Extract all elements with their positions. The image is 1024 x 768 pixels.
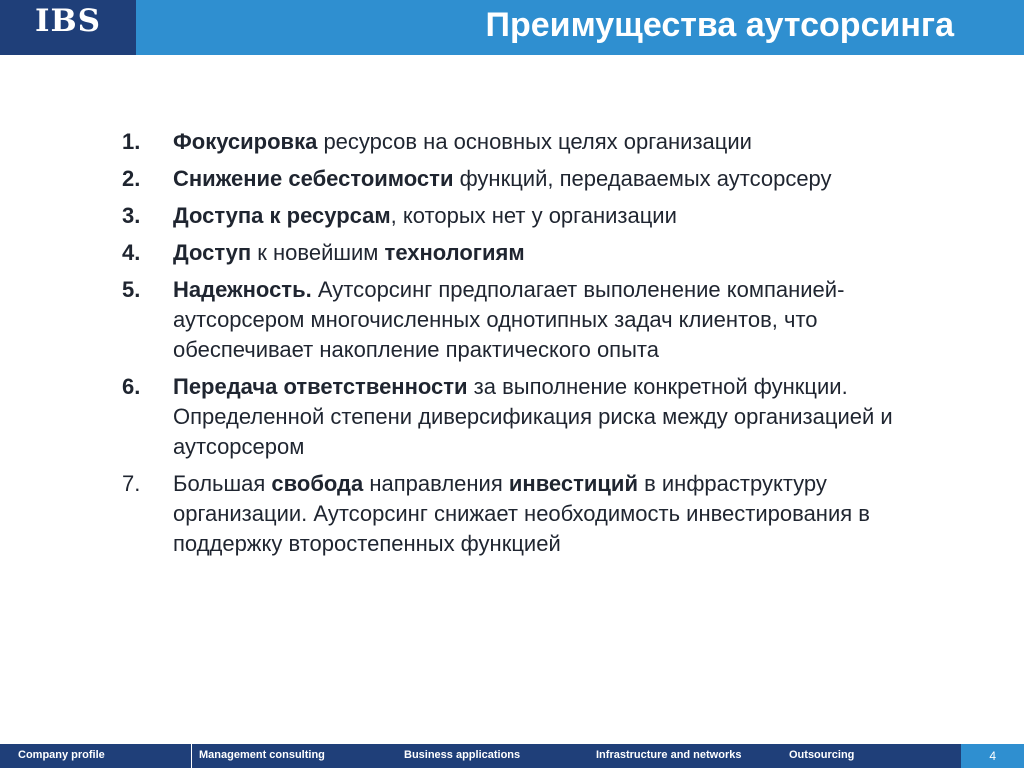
item-text: Доступа к ресурсам, которых нет у организации bbox=[173, 203, 677, 228]
footer-link-infrastructure-networks[interactable]: Infrastructure and networks bbox=[596, 749, 742, 761]
footer-link-management-consulting[interactable]: Management consulting bbox=[199, 749, 325, 761]
item-text: Надежность. Аутсорсинг предполагает выполенение компанией-аутсорсером многочисленных однотипных задач клиентов, что обеспечивает накопление практического опыта bbox=[173, 277, 845, 362]
list-item bbox=[122, 372, 942, 462]
item-text: Доступ к новейшим технологиям bbox=[173, 240, 525, 265]
footer-link-outsourcing[interactable]: Outsourcing bbox=[789, 749, 855, 761]
item-number: 2. bbox=[122, 166, 141, 191]
list-item bbox=[122, 275, 942, 365]
footer-link-company-profile[interactable]: Company profile bbox=[18, 749, 105, 761]
slide-title: Преимущества аутсорсинга bbox=[485, 6, 954, 44]
list-item bbox=[122, 238, 942, 268]
footer-divider bbox=[191, 744, 192, 768]
item-text: Передача ответственности за выполнение конкретной функции. Определенной степени диверсификация риска между организацией и аутсорсером bbox=[173, 374, 893, 459]
item-text: Большая свобода направления инвестиций в инфраструктуру организации. Аутсорсинг снижает необходимость инвестирования в поддержку второстепенных функцией bbox=[173, 471, 870, 556]
logo bbox=[0, 0, 136, 55]
item-number: 3. bbox=[122, 203, 141, 228]
page-number: 4 bbox=[989, 749, 996, 763]
item-number: 7. bbox=[122, 471, 141, 496]
page-number-box bbox=[961, 744, 1024, 768]
item-number: 4. bbox=[122, 240, 141, 265]
footer-bar bbox=[0, 744, 1024, 768]
advantages-list bbox=[122, 127, 942, 566]
list-item bbox=[122, 201, 942, 231]
list-item bbox=[122, 127, 942, 157]
logo-text: IBS bbox=[34, 3, 102, 39]
list-item bbox=[122, 164, 942, 194]
header-bar bbox=[0, 0, 1024, 55]
item-number: 5. bbox=[122, 277, 141, 302]
item-number: 6. bbox=[122, 374, 141, 399]
list-item bbox=[122, 469, 942, 559]
item-number: 1. bbox=[122, 129, 141, 154]
item-text: Снижение себестоимости функций, передаваемых аутсорсеру bbox=[173, 166, 832, 191]
footer-link-business-applications[interactable]: Business applications bbox=[404, 749, 521, 761]
item-text: Фокусировка ресурсов на основных целях организации bbox=[173, 129, 752, 154]
